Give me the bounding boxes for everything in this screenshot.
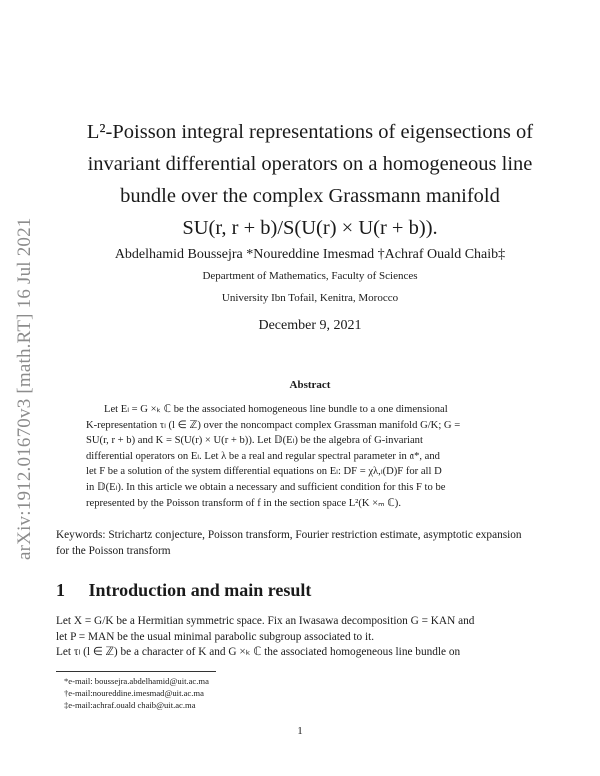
section-heading	[56, 580, 311, 601]
arxiv-identifier: arXiv:1912.01670v3 [math.RT] 16 Jul 2021	[14, 217, 35, 560]
paper-date: December 9, 2021	[258, 318, 362, 333]
footnotes	[64, 675, 209, 711]
body-line: Let X = G/K be a Hermitian symmetric space. Fix an Iwasawa decomposition G = KAN and	[56, 615, 475, 627]
body-line: Let τₗ (l ∈ ℤ) be a character of K and G ×ₖ ℂ the associated homogeneous line bundle on	[56, 646, 461, 659]
footnote: ‡e-mail:achraf.ouald chaib@uit.ac.ma	[64, 700, 196, 710]
footnote: *e-mail: boussejra.abdelhamid@uit.ac.ma	[64, 676, 209, 686]
footnote-rule	[56, 671, 216, 672]
section-number: 1	[56, 580, 65, 600]
affiliation-department: Department of Mathematics, Faculty of Sciences	[202, 270, 418, 282]
keywords: Keywords: Strichartz conjecture, Poisson transform, Fourier restriction estimate, asymptotic expansion for the Poisson transform	[56, 529, 522, 557]
abstract-line: in 𝔻(Eₗ). In this article we obtain a necessary and sufficient condition for this F to be	[86, 481, 446, 493]
body-text	[56, 614, 534, 661]
abstract-body	[86, 402, 520, 511]
title-line: invariant differential operators on a homogeneous line	[87, 153, 533, 175]
abstract-line: Let Eₗ = G ×ₖ ℂ be the associated homogeneous line bundle to a one dimensional	[104, 404, 448, 415]
abstract-line: represented by the Poisson transform of f in the section space L²(K ×ₘ ℂ).	[86, 497, 401, 509]
section-title: Introduction and main result	[88, 580, 312, 600]
body-line: let P = MAN be the usual minimal parabolic subgroup associated to it.	[56, 630, 375, 643]
abstract-heading: Abstract	[289, 379, 331, 391]
affiliation-university: University Ibn Tofail, Kenitra, Morocco	[221, 292, 399, 304]
paper-title	[60, 116, 560, 244]
title-line: bundle over the complex Grassmann manifold	[120, 185, 500, 207]
title-line: SU(r, r + b)/S(U(r) × U(r + b)).	[182, 217, 438, 239]
abstract-line: SU(r, r + b) and K = S(U(r) × U(r + b)). Let 𝔻(Eₗ) be the algebra of G-invariant	[86, 435, 423, 447]
abstract-line: let F be a solution of the system differential equations on Eₗ: DF = χλ,ₗ(D)F for all D	[86, 466, 442, 478]
footnote: †e-mail:noureddine.imesmad@uit.ac.ma	[64, 688, 204, 698]
page-number: 1	[297, 725, 303, 737]
abstract-line: differential operators on Eₗ. Let λ be a real and regular spectral parameter in 𝔞*, and	[86, 450, 440, 462]
title-line: L²-Poisson integral representations of eigensections of	[86, 121, 534, 143]
authors: Abdelhamid Boussejra *Noureddine Imesmad †Achraf Ouald Chaib‡	[114, 247, 506, 262]
abstract-line: K-representation τₗ (l ∈ ℤ) over the noncompact complex Grassman manifold G/K; G =	[86, 419, 461, 431]
